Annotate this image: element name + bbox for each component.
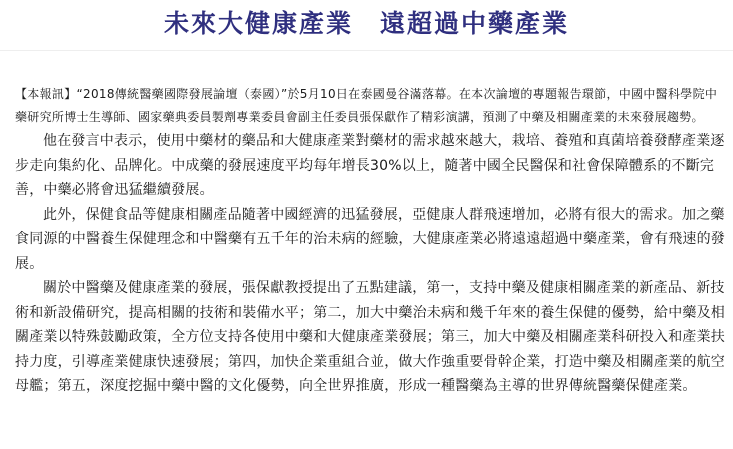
article-lead: 【本報訊】“2018傳統醫藥國際發展論壇（泰國）”於5月10日在泰國曼谷滿落幕。在本次論壇的專題報告環節，中國中醫科學院中藥研究所博士生導師、國家藥典委員製劑專業委員會副主任委員張保獻作了精彩演講，預測了中藥及相關產業的未來發展趨勢。 (15, 87, 718, 124)
article-headline: 未來大健康產業 遠超過中藥產業 (163, 9, 569, 38)
header-divider (0, 50, 733, 51)
article-body (15, 83, 727, 399)
article-paragraph: 他在發言中表示，使用中藥材的藥品和大健康產業對藥材的需求越來越大，栽培、養殖和真菌培養發酵產業逐步走向集約化、品牌化。中成藥的發展速度平均每年增長30%以上，隨著中國全民醫保和社會保障體系的不斷完善，中藥必將會迅猛繼續發展。 (15, 133, 725, 198)
article-paragraph: 關於中醫藥及健康產業的發展，張保獻教授提出了五點建議，第一，支持中藥及健康相關產業的新產品、新技術和新設備研究，提高相關的技術和裝備水平；第二，加大中藥治未病和幾千年來的養生保健的優勢，給中藥及相關產業以特殊鼓勵政策，全方位支持各使用中藥和大健康產業發展；第三，加大中藥及相關產業科研投入和產業扶持力度，引導產業健康快速發展；第四，加快企業重組合並，做大作強重要骨幹企業，打造中藥及相關產業的航空母艦；第五，深度挖掘中藥中醫的文化優勢，向全世界推廣，形成一種醫藥為主導的世界傳統醫藥保健產業。 (15, 280, 725, 394)
article-paragraph: 此外，保健食品等健康相關產品隨著中國經濟的迅猛發展，亞健康人群飛速增加，必將有很大的需求。加之藥食同源的中醫養生保健理念和中醫藥有五千年的治未病的經驗，大健康產業必將遠遠超過中藥產業，會有飛速的發展。 (15, 206, 725, 272)
